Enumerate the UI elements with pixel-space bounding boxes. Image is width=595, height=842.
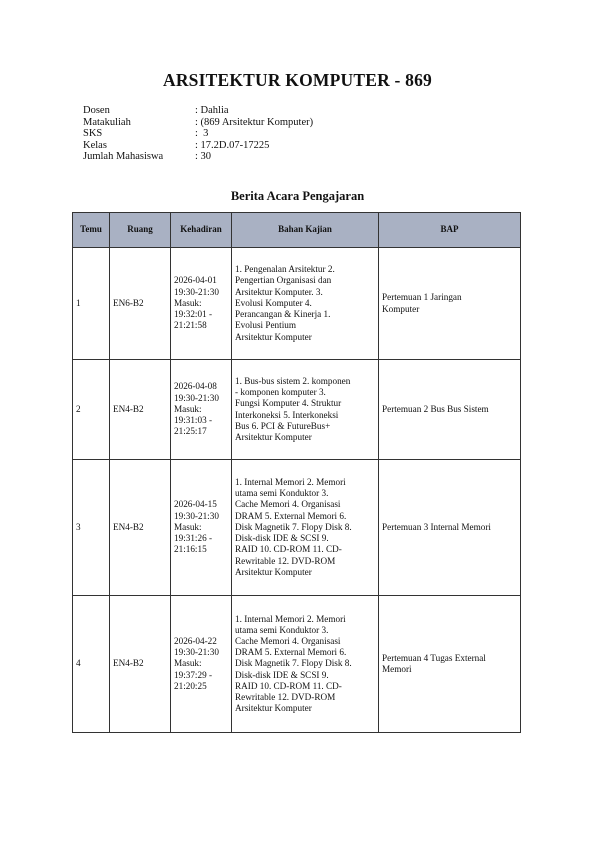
cell-bahan-kajian-line: Interkoneksi 5. Interkoneksi [235, 409, 339, 420]
info-label: SKS [83, 128, 103, 140]
cell-kehadiran-line: 19:30-21:30 [174, 392, 219, 403]
info-row-jumlah-mahasiswa [83, 151, 313, 163]
info-row-sks [83, 128, 313, 140]
cell-bahan-kajian-line: Bus 6. PCI & FutureBus+ [235, 420, 331, 431]
table-row [73, 596, 521, 733]
cell-bahan-kajian-line: RAID 10. CD-ROM 11. CD- [235, 680, 342, 691]
course-info [83, 105, 313, 163]
cell-bap [379, 248, 521, 360]
cell-bahan-kajian-line: Arsitektur Komputer [235, 566, 312, 577]
cell-ruang: EN4-B2 [110, 596, 171, 733]
cell-bahan-kajian [232, 248, 379, 360]
cell-kehadiran-line: 21:20:25 [174, 680, 207, 691]
cell-bahan-kajian-line: Disk Magnetik 7. Flopy Disk 8. [235, 521, 352, 532]
cell-bahan-kajian [232, 460, 379, 596]
cell-temu: 2 [73, 360, 110, 460]
cell-bap-line: Memori [382, 664, 412, 674]
cell-bahan-kajian-line: Cache Memori 4. Organisasi [235, 635, 341, 646]
cell-bahan-kajian-line: Cache Memori 4. Organisasi [235, 499, 341, 510]
cell-kehadiran-line: 19:37:29 - [174, 669, 213, 680]
cell-bap-line: Pertemuan 2 Bus Bus Sistem [382, 403, 489, 414]
cell-bahan-kajian-line: utama semi Konduktor 3. [235, 488, 329, 499]
header-bahan-kajian: Bahan Kajian [232, 213, 379, 248]
cell-bahan-kajian-line: Arsitektur Komputer [235, 431, 312, 442]
cell-kehadiran-line: 2026-04-08 [174, 381, 217, 392]
info-label: Kelas [83, 139, 107, 151]
table-row [73, 248, 521, 360]
cell-bahan-kajian-line: Rewritable 12. DVD-ROM [235, 692, 336, 702]
table-header-row [73, 213, 521, 248]
cell-bahan-kajian-line: Pengertian Organisasi dan [235, 275, 332, 286]
header-bap: BAP [379, 213, 521, 248]
cell-kehadiran-line: Masuk: [174, 297, 202, 308]
info-value: : Dahlia [195, 105, 229, 116]
cell-bap-line: Pertemuan 3 Internal Memori [382, 521, 491, 532]
cell-kehadiran [171, 460, 232, 596]
header-temu: Temu [73, 213, 110, 248]
cell-ruang: EN4-B2 [110, 460, 171, 596]
cell-kehadiran-line: 19:30-21:30 [174, 647, 219, 658]
cell-bahan-kajian-line: Disk-disk IDE & SCSI 9. [235, 533, 329, 544]
cell-ruang: EN6-B2 [110, 248, 171, 360]
cell-kehadiran-line: 19:30-21:30 [174, 510, 219, 521]
info-value: : (869 Arsitektur Komputer) [195, 116, 314, 128]
cell-kehadiran-line: 19:31:03 - [174, 415, 213, 426]
cell-bahan-kajian-line: 1. Pengenalan Arsitektur 2. [235, 264, 335, 275]
cell-kehadiran-line: 2026-04-01 [174, 275, 217, 286]
cell-bap [379, 596, 521, 733]
cell-bap-line: Pertemuan 1 Jaringan [382, 292, 462, 303]
cell-bahan-kajian-line: 1. Internal Memori 2. Memori [235, 613, 346, 624]
cell-bahan-kajian-line: Arsitektur Komputer. 3. [235, 286, 323, 297]
cell-bahan-kajian-line: Fungsi Komputer 4. Struktur [235, 398, 342, 409]
cell-bahan-kajian-line: 1. Bus-bus sistem 2. komponen [235, 375, 351, 386]
info-row-dosen [83, 105, 313, 117]
header-ruang: Ruang [110, 213, 171, 248]
cell-temu: 4 [73, 596, 110, 733]
page-title: ARSITEKTUR KOMPUTER - 869 [163, 70, 432, 90]
cell-kehadiran [171, 596, 232, 733]
cell-kehadiran-line: 21:21:58 [174, 320, 207, 331]
cell-kehadiran [171, 248, 232, 360]
table-row [73, 360, 521, 460]
cell-bahan-kajian-line: Evolusi Pentium [235, 320, 296, 331]
cell-bap [379, 360, 521, 460]
cell-bahan-kajian-line: DRAM 5. External Memori 6. [235, 510, 347, 521]
cell-kehadiran-line: Masuk: [174, 521, 202, 532]
cell-kehadiran-line: Masuk: [174, 658, 202, 669]
cell-kehadiran-line: 19:30-21:30 [174, 286, 219, 297]
cell-bahan-kajian [232, 360, 379, 460]
info-row-kelas [83, 140, 313, 152]
info-label: Matakuliah [83, 116, 131, 128]
cell-bahan-kajian-line: Disk Magnetik 7. Flopy Disk 8. [235, 658, 352, 669]
cell-bahan-kajian-line: - komponen komputer 3. [235, 387, 326, 398]
info-value: : 3 [195, 128, 209, 140]
cell-bahan-kajian-line: DRAM 5. External Memori 6. [235, 647, 347, 658]
cell-kehadiran-line: 19:32:01 - [174, 309, 213, 320]
cell-bahan-kajian [232, 596, 379, 733]
header-kehadiran: Kehadiran [171, 213, 232, 248]
cell-temu: 1 [73, 248, 110, 360]
info-value: : 30 [195, 151, 212, 163]
cell-bahan-kajian-line: 1. Internal Memori 2. Memori [235, 477, 346, 488]
cell-kehadiran [171, 360, 232, 460]
cell-kehadiran-line: Masuk: [174, 403, 202, 414]
info-value: : 17.2D.07-17225 [195, 139, 270, 151]
cell-bap-line: Komputer [382, 303, 420, 314]
cell-bahan-kajian-line: RAID 10. CD-ROM 11. CD- [235, 544, 342, 555]
table-row [73, 460, 521, 596]
cell-bahan-kajian-line: Rewritable 12. DVD-ROM [235, 555, 336, 566]
cell-bahan-kajian-line: utama semi Konduktor 3. [235, 624, 329, 635]
cell-kehadiran-line: 2026-04-22 [174, 635, 217, 646]
cell-ruang: EN4-B2 [110, 360, 171, 460]
cell-bahan-kajian-line: Evolusi Komputer 4. [235, 297, 312, 308]
cell-bap-line: Pertemuan 4 Tugas External [382, 652, 486, 663]
cell-bap [379, 460, 521, 596]
cell-temu: 3 [73, 460, 110, 596]
cell-kehadiran-line: 2026-04-15 [174, 499, 217, 510]
bap-table [72, 212, 521, 733]
cell-bahan-kajian-line: Disk-disk IDE & SCSI 9. [235, 669, 329, 680]
cell-kehadiran-line: 21:25:17 [174, 426, 207, 437]
info-row-matakuliah [83, 117, 313, 129]
cell-kehadiran-line: 19:31:26 - [174, 533, 213, 544]
cell-kehadiran-line: 21:16:15 [174, 544, 207, 555]
section-title: Berita Acara Pengajaran [230, 189, 365, 203]
cell-bahan-kajian-line: Arsitektur Komputer [235, 703, 312, 714]
info-label: Dosen [83, 105, 110, 116]
info-label: Jumlah Mahasiswa [83, 151, 164, 163]
cell-bahan-kajian-line: Arsitektur Komputer [235, 331, 312, 342]
cell-bahan-kajian-line: Perancangan & Kinerja 1. [235, 309, 331, 320]
